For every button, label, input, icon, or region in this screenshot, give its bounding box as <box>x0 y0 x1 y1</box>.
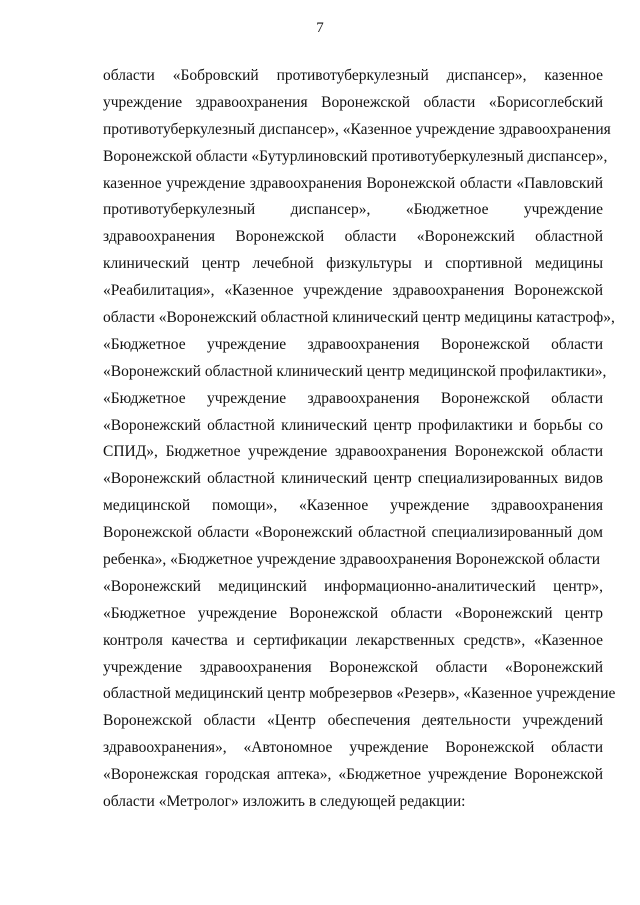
text-line: областной медицинский центр мобрезервов «Резерв», «Казенное учреждение <box>103 685 616 703</box>
text-line: области «Воронежский областной клинический центр медицины катастроф», <box>103 309 615 327</box>
text-line: учреждение здравоохранения Воронежской области «Воронежский <box>103 658 603 676</box>
text-line: клинический центр лечебной физкультуры и спортивной медицины <box>103 255 603 273</box>
text-line: «Воронежский областной клинический центр профилактики и борьбы со <box>103 416 603 434</box>
text-line: медицинской помощи», «Казенное учреждение здравоохранения <box>103 497 603 515</box>
text-line: здравоохранения Воронежской области «Воронежский областной <box>103 228 603 246</box>
text-line: «Бюджетное учреждение Воронежской области «Воронежский центр <box>103 604 603 622</box>
text-line: области «Бобровский противотуберкулезный диспансер», казенное <box>103 67 603 84</box>
text-line: «Воронежский областной клинический центр медицинской профилактики», <box>103 362 607 380</box>
text-line: «Воронежская городская аптека», «Бюджетное учреждение Воронежской <box>103 766 603 784</box>
text-line: контроля качества и сертификации лекарственных средств», «Казенное <box>103 631 603 649</box>
text-line: области «Метролог» изложить в следующей редакции: <box>103 793 466 811</box>
text-line: противотуберкулезный диспансер», «Казенное учреждение здравоохранения <box>103 120 611 138</box>
text-line: Воронежской области «Воронежский областной специализированный дом <box>103 524 603 542</box>
text-line: противотуберкулезный диспансер», «Бюджетное учреждение <box>103 201 603 219</box>
text-line: здравоохранения», «Автономное учреждение Воронежской области <box>103 739 603 757</box>
text-line: СПИД», Бюджетное учреждение здравоохранения Воронежской области <box>103 443 603 461</box>
page-number: 7 <box>316 20 324 36</box>
text-line: Воронежской области «Центр обеспечения деятельности учреждений <box>103 712 603 730</box>
text-line: «Реабилитация», «Казенное учреждение здравоохранения Воронежской <box>103 282 603 300</box>
text-line: казенное учреждение здравоохранения Воронежской области «Павловский <box>103 174 603 192</box>
text-line: ребенка», «Бюджетное учреждение здравоохранения Воронежской области <box>103 551 601 569</box>
text-line: «Бюджетное учреждение здравоохранения Воронежской области <box>103 389 603 407</box>
text-line: «Воронежский медицинский информационно-аналитический центр», <box>103 577 603 595</box>
body-text <box>103 63 616 816</box>
text-line: «Бюджетное учреждение здравоохранения Воронежской области <box>103 335 603 353</box>
text-line: учреждение здравоохранения Воронежской области «Борисоглебский <box>103 93 603 111</box>
text-line: Воронежской области «Бутурлиновский противотуберкулезный диспансер», <box>103 147 608 165</box>
text-line: «Воронежский областной клинический центр специализированных видов <box>103 470 603 488</box>
